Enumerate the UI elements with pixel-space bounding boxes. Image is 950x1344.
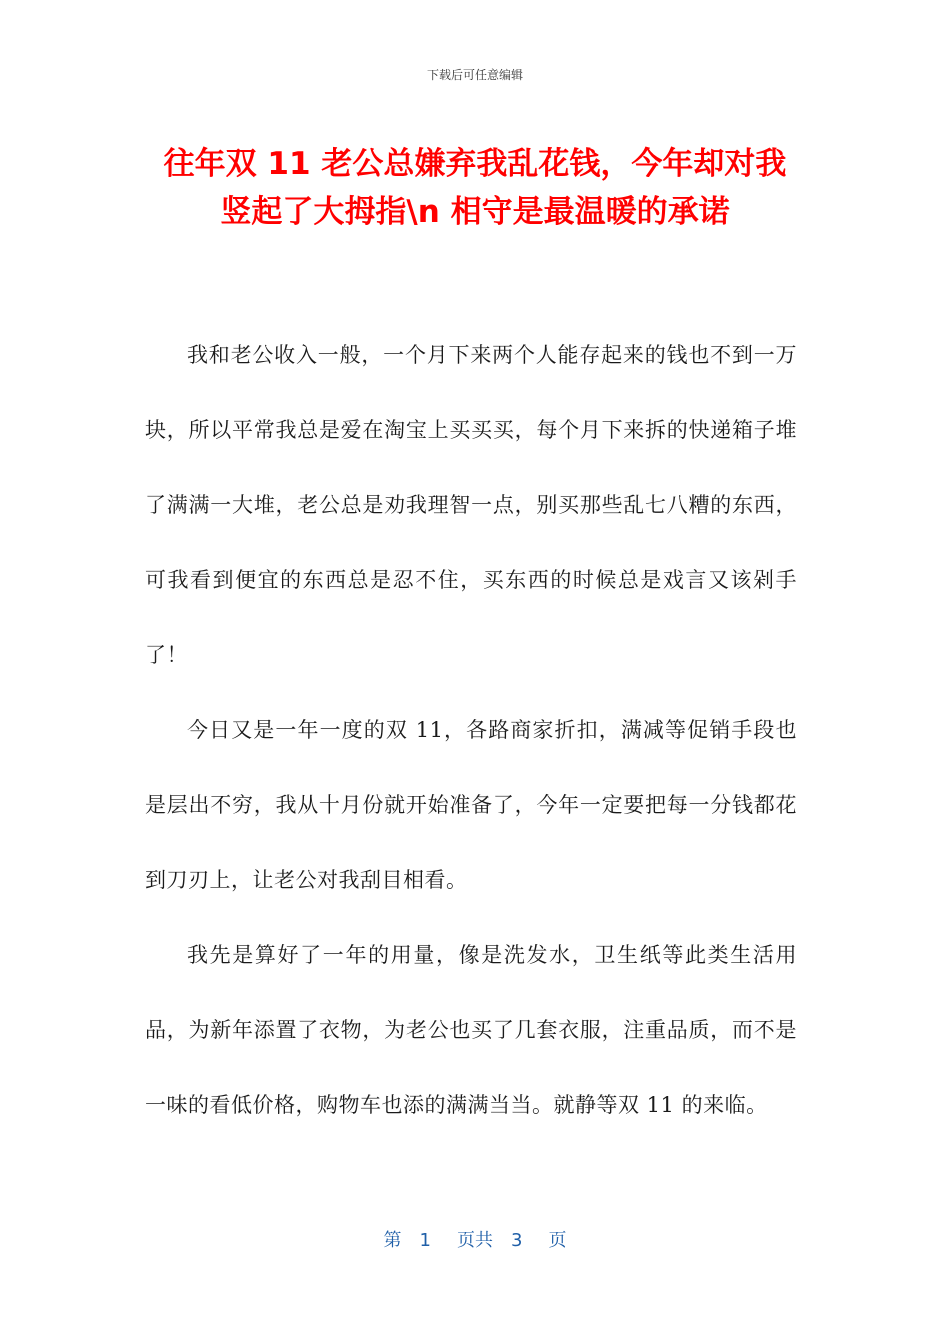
footer-suffix: 页 — [548, 1230, 567, 1251]
footer-total-pages: 3 — [511, 1230, 523, 1251]
footer-middle: 页共 — [457, 1230, 493, 1251]
header-note: 下载后可任意编辑 — [426, 68, 523, 82]
document-body — [145, 318, 797, 1143]
paragraph-2: 今日又是一年一度的双 11，各路商家折扣，满减等促销手段也是层出不穷，我从十月份就开始准备了，今年一定要把每一分钱都花到刀刃上，让老公对我刮目相看。 — [145, 718, 797, 892]
footer-prefix: 第 — [383, 1230, 402, 1251]
paragraph-1: 我和老公收入一般，一个月下来两个人能存起来的钱也不到一万块，所以平常我总是爱在淘宝上买买买，每个月下来拆的快递箱子堆了满满一大堆，老公总是劝我理智一点，别买那些乱七八糟的东西，可我看到便宜的东西总是忍不住，买东西的时候总是戏言又该剁手了！ — [145, 343, 797, 667]
document-title — [120, 140, 830, 236]
footer-current-page: 1 — [419, 1230, 431, 1251]
page-footer — [0, 1226, 950, 1252]
title-line-2: 竖起了大拇指\n 相守是最温暖的承诺 — [220, 194, 730, 230]
title-line-1: 往年双 11 老公总嫌弃我乱花钱，今年却对我 — [163, 146, 787, 182]
paragraph-3: 我先是算好了一年的用量，像是洗发水，卫生纸等此类生活用品，为新年添置了衣物，为老公也买了几套衣服，注重品质，而不是一味的看低价格，购物车也添的满满当当。就静等双 11 的来临。 — [145, 943, 797, 1117]
